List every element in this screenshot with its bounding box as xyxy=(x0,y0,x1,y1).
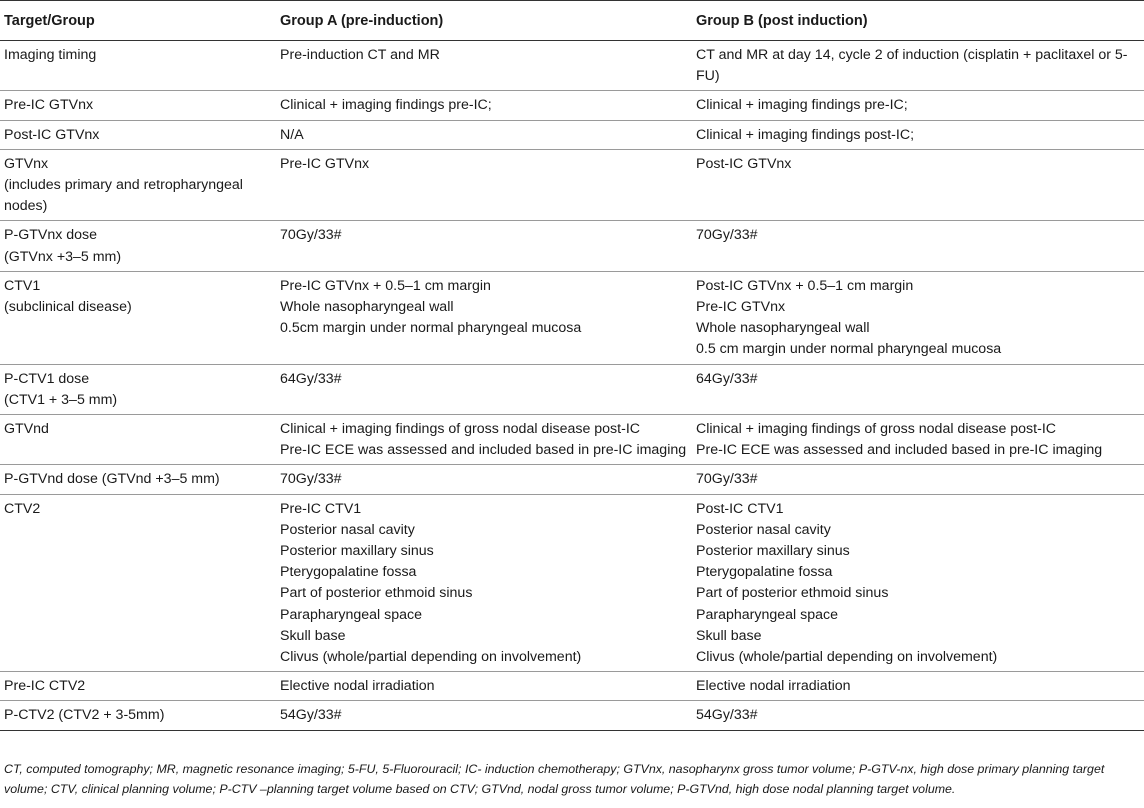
cell-line: P-CTV2 (CTV2 + 3-5mm) xyxy=(4,707,165,724)
header-target-group: Target/Group xyxy=(0,1,276,41)
cell-group-a xyxy=(276,120,692,149)
cell-line: Posterior nasal cavity xyxy=(280,521,415,538)
cell-line: CTV2 xyxy=(4,500,41,517)
cell-line: 70Gy/33# xyxy=(280,227,342,244)
cell-line: Pre-IC ECE was assessed and included based in pre-IC imaging xyxy=(280,442,687,459)
cell-line: Posterior maxillary sinus xyxy=(696,543,850,560)
cell-target xyxy=(0,221,276,271)
cell-line: CT and MR at day 14, cycle 2 of induction (cisplatin + paclitaxel or 5-FU) xyxy=(696,47,1128,85)
cell-line: Elective nodal irradiation xyxy=(280,678,435,695)
cell-group-a xyxy=(276,364,692,414)
cell-line: Pre-IC ECE was assessed and included based in pre-IC imaging xyxy=(696,442,1103,459)
cell-target xyxy=(0,364,276,414)
cell-line: Skull base xyxy=(280,627,346,644)
cell-line: 54Gy/33# xyxy=(696,707,758,724)
cell-line: Pre-IC CTV1 xyxy=(280,500,362,517)
cell-group-a xyxy=(276,271,692,364)
cell-line: P-GTVnd dose (GTVnd +3–5 mm) xyxy=(4,471,220,488)
cell-line: Post-IC CTV1 xyxy=(696,500,784,517)
cell-line: Pterygopalatine fossa xyxy=(696,564,833,581)
cell-line: Pterygopalatine fossa xyxy=(280,564,417,581)
cell-line: Pre-IC GTVnx xyxy=(280,155,370,172)
cell-line: Pre-IC CTV2 xyxy=(4,678,86,695)
header-row xyxy=(0,1,1144,41)
cell-group-b xyxy=(692,41,1144,91)
table-row xyxy=(0,465,1144,494)
cell-line: 54Gy/33# xyxy=(280,707,342,724)
table-row xyxy=(0,221,1144,271)
cell-line: N/A xyxy=(280,126,304,143)
cell-line: CTV1 xyxy=(4,277,41,294)
cell-line: Post-IC GTVnx + 0.5–1 cm margin xyxy=(696,277,914,294)
cell-line: Pre-IC GTVnx xyxy=(696,299,786,316)
cell-line: (GTVnx +3–5 mm) xyxy=(4,248,122,265)
cell-group-a xyxy=(276,91,692,120)
cell-line: 70Gy/33# xyxy=(696,227,758,244)
cell-line: Post-IC GTVnx xyxy=(696,155,792,172)
cell-group-a xyxy=(276,701,692,730)
table-row xyxy=(0,41,1144,91)
cell-target xyxy=(0,149,276,221)
cell-target xyxy=(0,701,276,730)
cell-target xyxy=(0,91,276,120)
cell-line: Clinical + imaging findings of gross nodal disease post-IC xyxy=(280,421,641,438)
cell-line: Imaging timing xyxy=(4,47,97,63)
cell-group-a xyxy=(276,41,692,91)
table-row xyxy=(0,149,1144,221)
cell-group-b xyxy=(692,364,1144,414)
cell-line: Pre-induction CT and MR xyxy=(280,47,440,63)
cell-line: Whole nasopharyngeal wall xyxy=(280,299,454,316)
header-group-a: Group A (pre-induction) xyxy=(276,1,692,41)
cell-group-b xyxy=(692,672,1144,701)
cell-line: 64Gy/33# xyxy=(696,370,758,387)
header-group-b: Group B (post induction) xyxy=(692,1,1144,41)
cell-line: Clivus (whole/partial depending on involvement) xyxy=(696,649,998,666)
table-row xyxy=(0,364,1144,414)
table-row xyxy=(0,494,1144,672)
cell-group-a xyxy=(276,672,692,701)
cell-target xyxy=(0,41,276,91)
cell-line: Post-IC GTVnx xyxy=(4,126,100,143)
cell-line: 0.5 cm margin under normal pharyngeal mucosa xyxy=(696,341,1002,358)
cell-line: 0.5cm margin under normal pharyngeal mucosa xyxy=(280,320,582,337)
table-row xyxy=(0,415,1144,465)
cell-group-b xyxy=(692,120,1144,149)
cell-line: Pre-IC GTVnx + 0.5–1 cm margin xyxy=(280,277,491,294)
table-row xyxy=(0,91,1144,120)
cell-line: Clinical + imaging findings of gross nodal disease post-IC xyxy=(696,421,1057,438)
cell-line: Posterior nasal cavity xyxy=(696,521,831,538)
cell-line: Parapharyngeal space xyxy=(696,606,838,623)
cell-line: 70Gy/33# xyxy=(280,471,342,488)
cell-group-a xyxy=(276,149,692,221)
cell-line: Clinical + imaging findings post-IC; xyxy=(696,126,915,143)
table-row xyxy=(0,672,1144,701)
table-row xyxy=(0,271,1144,364)
cell-line: (includes primary and retropharyngeal nodes) xyxy=(4,177,243,215)
cell-group-b xyxy=(692,415,1144,465)
cell-group-b xyxy=(692,91,1144,120)
cell-line: P-CTV1 dose xyxy=(4,370,90,387)
cell-target xyxy=(0,494,276,672)
table-row xyxy=(0,701,1144,730)
cell-target xyxy=(0,465,276,494)
cell-group-a xyxy=(276,415,692,465)
cell-group-b xyxy=(692,221,1144,271)
cell-line: Clinical + imaging findings pre-IC; xyxy=(280,97,492,114)
cell-group-b xyxy=(692,701,1144,730)
cell-line: 70Gy/33# xyxy=(696,471,758,488)
cell-group-b xyxy=(692,465,1144,494)
cell-line: Parapharyngeal space xyxy=(280,606,422,623)
cell-line: 64Gy/33# xyxy=(280,370,342,387)
table-row xyxy=(0,120,1144,149)
cell-group-a xyxy=(276,221,692,271)
cell-line: Part of posterior ethmoid sinus xyxy=(280,585,473,602)
cell-group-b xyxy=(692,271,1144,364)
cell-group-a xyxy=(276,465,692,494)
cell-line: P-GTVnx dose xyxy=(4,227,98,244)
cell-line: GTVnx xyxy=(4,155,49,172)
cell-line: Skull base xyxy=(696,627,762,644)
cell-line: GTVnd xyxy=(4,421,49,438)
cell-line: Whole nasopharyngeal wall xyxy=(696,320,870,337)
cell-line: (subclinical disease) xyxy=(4,299,132,316)
cell-line: (CTV1 + 3–5 mm) xyxy=(4,391,118,408)
cell-line: Clivus (whole/partial depending on involvement) xyxy=(280,649,582,666)
cell-target xyxy=(0,271,276,364)
table-footnote: CT, computed tomography; MR, magnetic resonance imaging; 5-FU, 5-Fluorouracil; IC- induction chemotherapy; GTVnx, nasopharynx gross tumor volume; P-GTV-nx, high dose primary planning target volume; CTV, clinical planning volume; P-CTV –planning target volume based on CTV; GTVnd, nodal gross tumor volume; P-GTVnd, high dose nodal planning target volume. xyxy=(4,762,1105,797)
cell-line: Part of posterior ethmoid sinus xyxy=(696,585,889,602)
cell-group-b xyxy=(692,149,1144,221)
cell-target xyxy=(0,415,276,465)
cell-line: Elective nodal irradiation xyxy=(696,678,851,695)
cell-target xyxy=(0,672,276,701)
table-body xyxy=(0,41,1144,731)
cell-group-a xyxy=(276,494,692,672)
cell-target xyxy=(0,120,276,149)
cell-group-b xyxy=(692,494,1144,672)
cell-line: Pre-IC GTVnx xyxy=(4,97,94,114)
cell-line: Posterior maxillary sinus xyxy=(280,543,434,560)
cell-line: Clinical + imaging findings pre-IC; xyxy=(696,97,908,114)
